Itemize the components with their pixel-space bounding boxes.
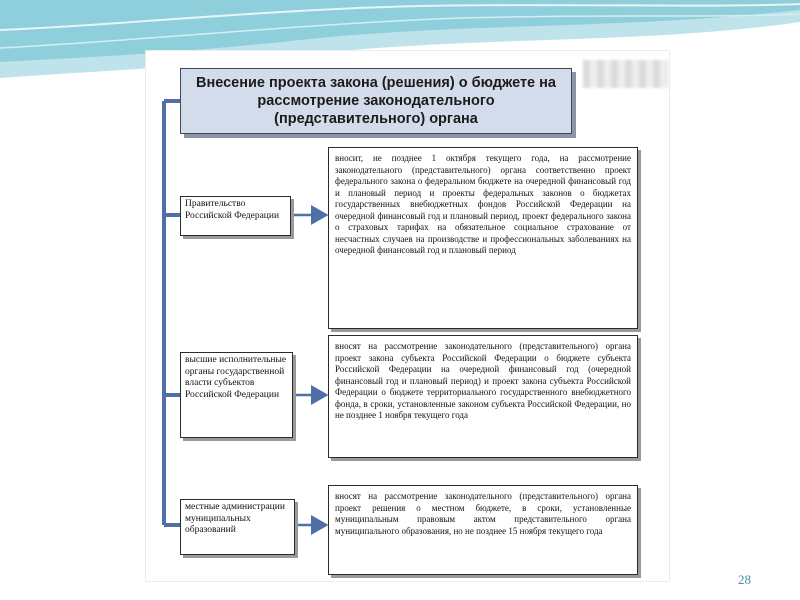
action-local-administration: вносят на рассмотрение законодательного (представительного) органа проект решения о местном бюджете, в сроки, установленные муниципальным правовым актом представительного органа муниципального образования, но не позднее 15 ноября текущего года: [328, 485, 638, 575]
action-government: вносит, не позднее 1 октября текущего года, на рассмотрение законодательного (представительного) органа соответственно проект федерального закона о федеральном бюджете на очередной финансовый год и плановый период и проекты федеральных законов о бюджетах государственных внебюджетных фондов Российской Федерации на очередной финансовый год и плановый период, проект федерального закона о страховых тарифах на обязательное социальное страхование от несчастных случаев на производстве и профессиональных заболеваниях на очередной финансовый год и плановый период: [328, 147, 638, 329]
actor-government: Правительство Российской Федерации: [180, 196, 291, 236]
actor-local-administration: местные администрации муниципальных образований: [180, 499, 295, 555]
actor-regional-executive: высшие исполнительные органы государственной власти субъектов Российской Федерации: [180, 352, 293, 438]
page-number: 28: [738, 572, 751, 587]
action-regional-executive: вносят на рассмотрение законодательного (представительного) органа проект закона субъекта Российской Федерации о бюджете субъекта Российской Федерации на очередной финансовый год (очередной финансовый год и плановый период) и проект закона субъекта Российской Федерации о бюджете территориального государственного внебюджетного фонда, в сроки, установленные законом субъекта Российской Федерации, но не позднее 1 ноября текущего года: [328, 335, 638, 458]
diagram-title: Внесение проекта закона (решения) о бюджете на рассмотрение законодательного (представительного) органа: [180, 68, 572, 134]
